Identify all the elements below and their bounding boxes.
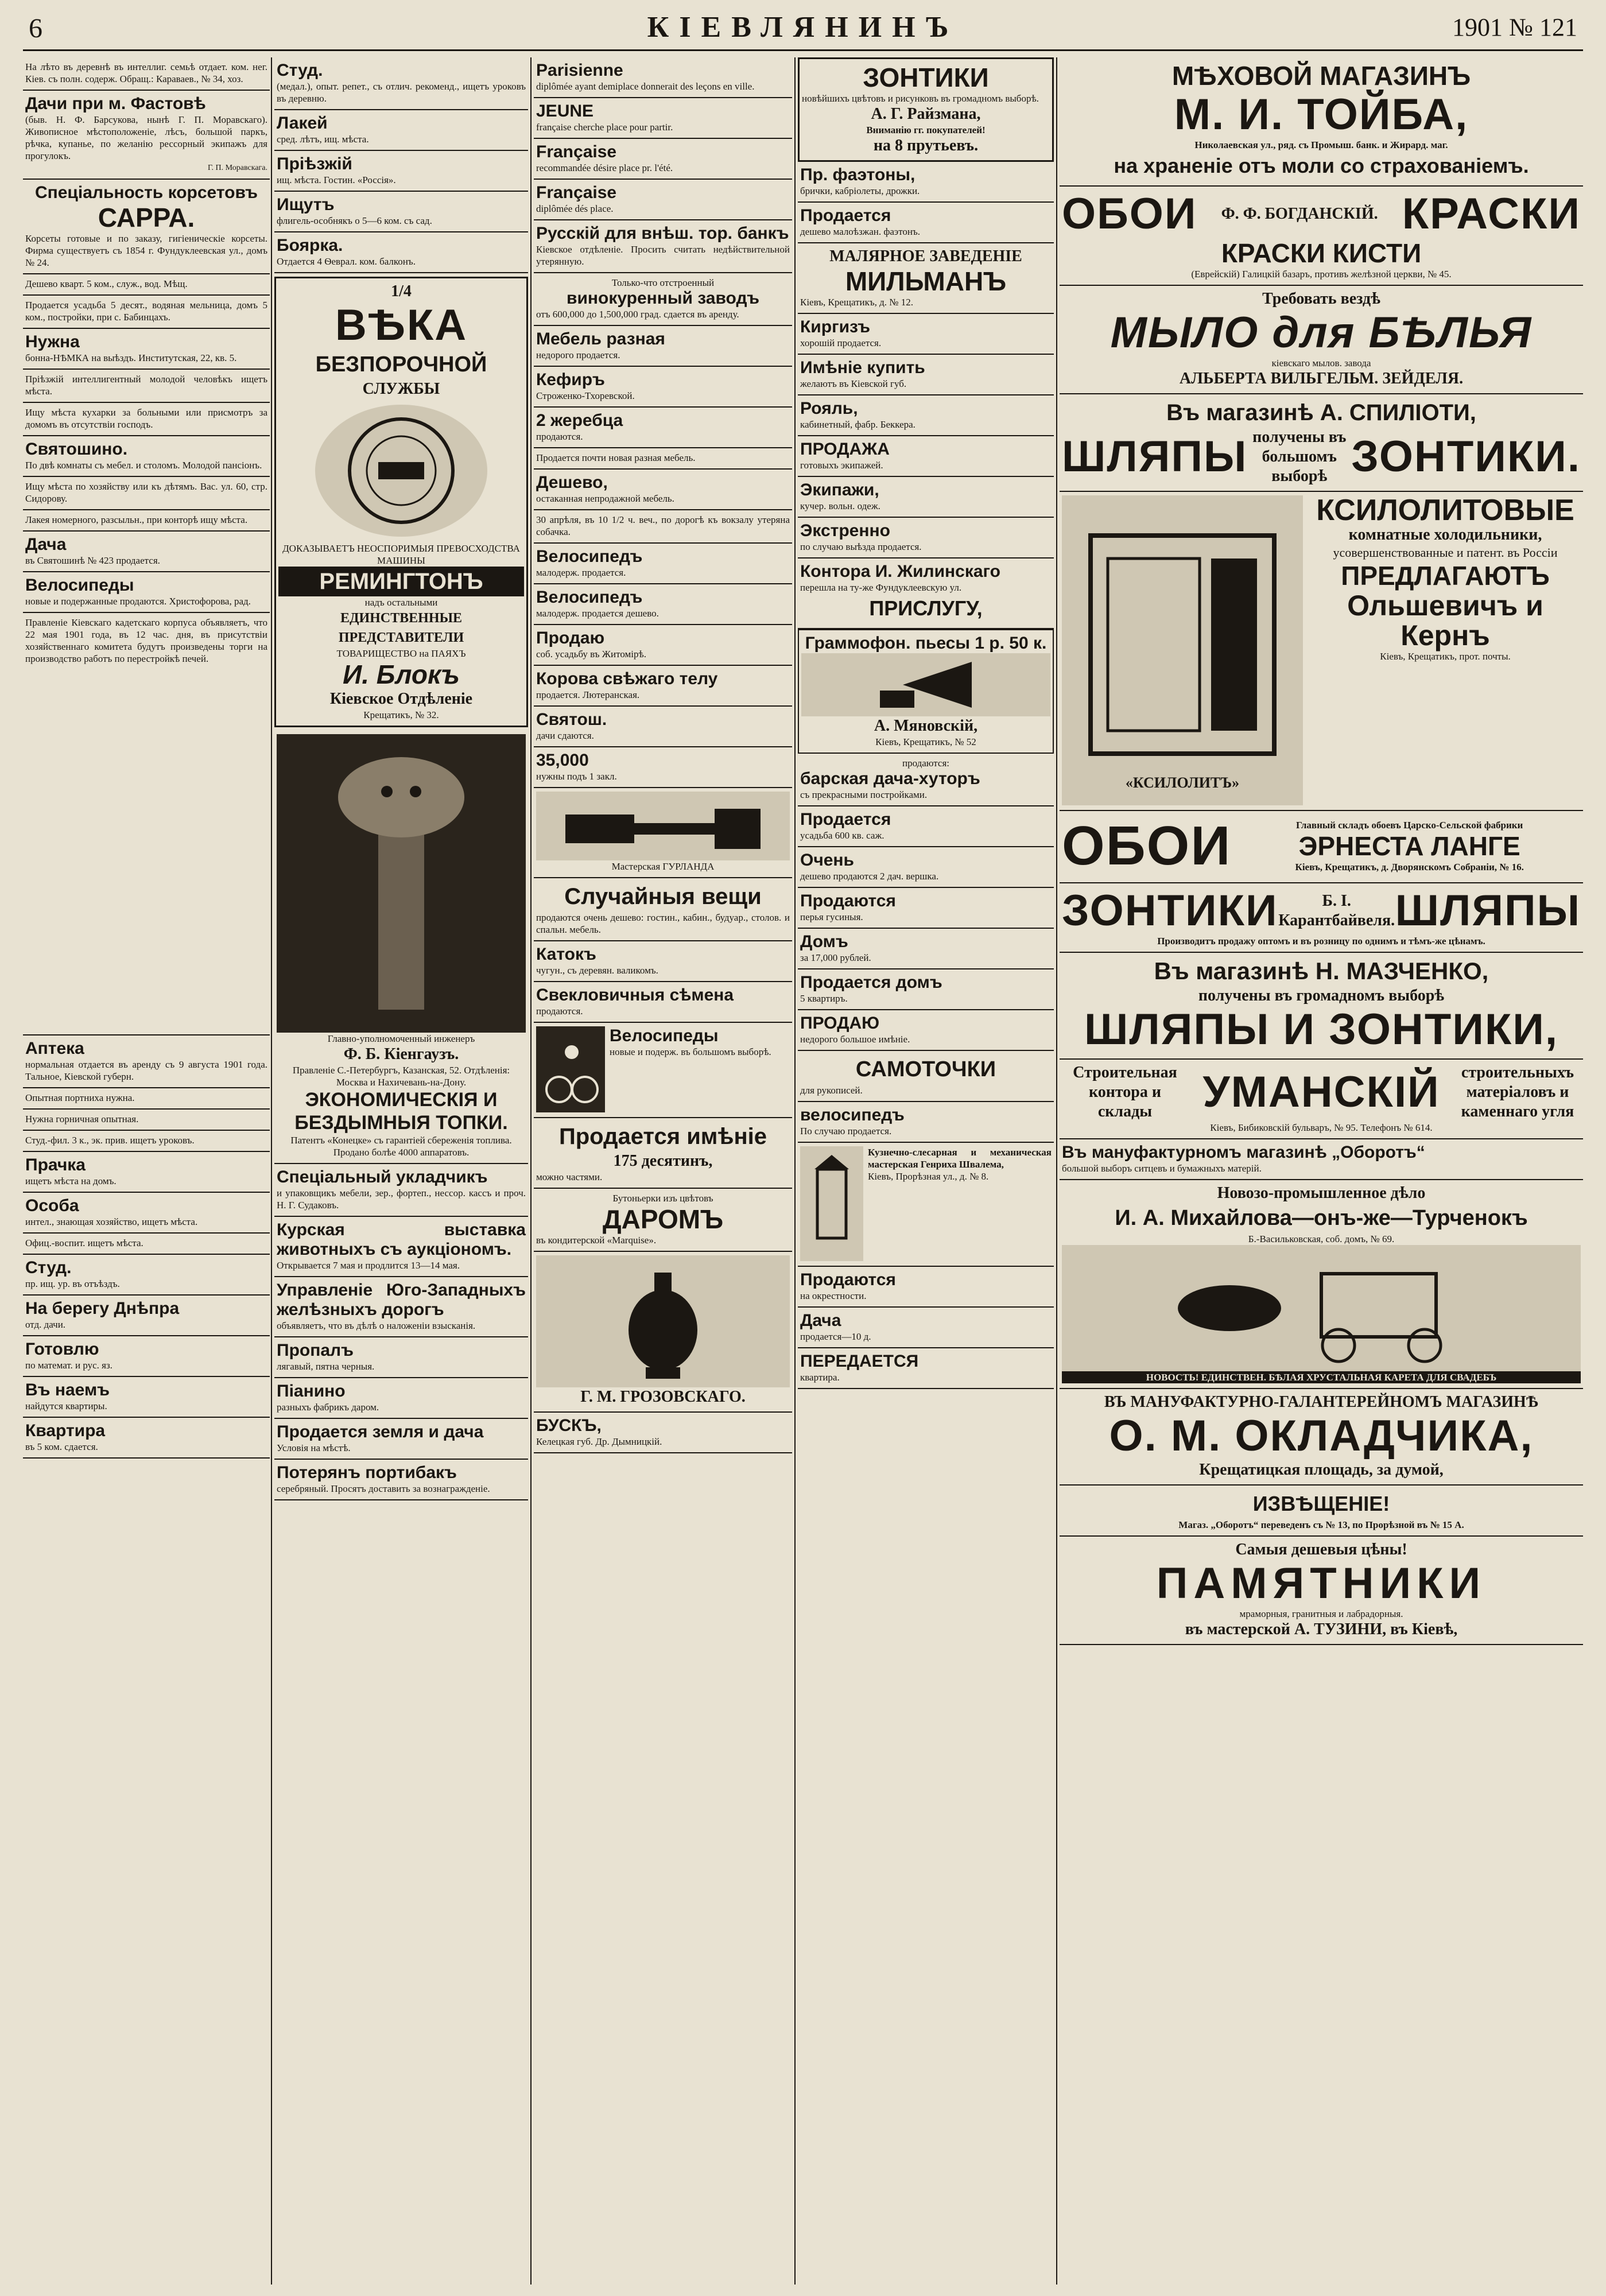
classified-ad: Въ мануфактурномъ магазинѣ „Оборотъ“ большой выборъ ситцевъ и бумажныхъ матерій.	[1060, 1139, 1583, 1180]
classified-ad: Потерянъ портибакъ серебряный. Просятъ доставить за вознагражденіе.	[274, 1460, 528, 1500]
classified-ad: На лѣто въ деревнѣ въ интеллиг. семьѣ отдает. ком. нег. Кіев. съ полн. содерж. Обращ.: Караваев., № 34, хоз.	[23, 57, 270, 91]
classified-ad: Піанино разныхъ фабрикъ даром.	[274, 1378, 528, 1419]
classified-ad: Продаются на окрестности.	[798, 1267, 1054, 1308]
classified-ad: Лакея номерного, разсыльн., при конторѣ ищу мѣста.	[23, 510, 270, 532]
column-3	[534, 57, 792, 2285]
classified-ad: Пропалъ лягавый, пятна черныя.	[274, 1337, 528, 1378]
classified-ad: Кефиръ Строженко-Тхоревской.	[534, 367, 792, 408]
column-1	[23, 57, 270, 2285]
classified-ad: Студ.-фил. 3 к., эк. прив. ищетъ уроковъ.	[23, 1131, 270, 1152]
classified-ad: Пр. фаэтоны, брички, кабріолеты, дрожки.	[798, 162, 1054, 203]
typewriter-seal-image	[315, 405, 487, 537]
classified-ad: Очень дешево продаются 2 дач. вершка.	[798, 847, 1054, 888]
classified-ad: Продается домъ 5 квартиръ.	[798, 969, 1054, 1010]
wallpaper-lange-ad: ОБОИ Главный складъ обоевъ Царско-Сельской фабрики ЭРНЕСТА ЛАНГЕ Кіевъ, Крещатикъ, д. Дворянскомъ Собраніи, № 16.	[1060, 811, 1583, 883]
classified-ad: 35,000 нужны подъ 1 закл.	[534, 747, 792, 788]
classified-ad: Дача продается—10 д.	[798, 1308, 1054, 1348]
classified-ad: Особа интел., знающая хозяйство, ищетъ мѣста.	[23, 1193, 270, 1234]
classified-ad: Продаю соб. усадьбу въ Житомірѣ.	[534, 625, 792, 666]
classified-ad: Опытная портниха нужна.	[23, 1088, 270, 1110]
classified-ad: Экстренно по случаю выѣзда продается.	[798, 518, 1054, 559]
classified-ad: Студ. пр. ищ. ур. въ отъѣздъ.	[23, 1255, 270, 1296]
classified-ad: Française diplômée dés place.	[534, 180, 792, 220]
fur-store-ad: МѢХОВОЙ МАГАЗИНЪ М. И. ТОЙБА, Николаевская ул., ряд. съ Промыш. банк. и Жирард. маг. на храненіе отъ моли со страхованіемъ.	[1060, 57, 1583, 187]
classified-ad: Велосипедъ малодерж. продается дешево.	[534, 584, 792, 625]
classified-ad: Дешево, остаканная непродажной мебель.	[534, 470, 792, 510]
horse-carriage-illustration	[1062, 1245, 1581, 1371]
mazchenko-ad: Въ магазинѣ Н. МАЗЧЕНКО, получены въ громадномъ выборѣ ШЛЯПЫ И ЗОНТИКИ,	[1060, 953, 1583, 1060]
classified-ad: Пріѣзжій ищ. мѣста. Гостин. «Россія».	[274, 151, 528, 192]
column-5	[1060, 57, 1583, 2285]
classified-ad: Дешево кварт. 5 ком., служ., вод. Мѣщ.	[23, 274, 270, 296]
classified-ad: Продаются перья гусиныя.	[798, 888, 1054, 929]
soap-ad: Требовать вездѣ МЫЛО для БѢЛЬЯ кіевскаго мылов. завода АЛЬБЕРТА ВИЛЬГЕЛЬМ. ЗЕЙДЕЛЯ.	[1060, 286, 1583, 394]
column-4	[798, 57, 1054, 2285]
hats-umbrellas-ad: Въ магазинѣ А. СПИЛІОТИ, ШЛЯПЫ получены въ большомъ выборѣ ЗОНТИКИ.	[1060, 394, 1583, 492]
classified-ad: Домъ за 17,000 рублей.	[798, 929, 1054, 969]
okladchik-ad: ВЪ МАНУФАКТУРНО-ГАЛАНТЕРЕЙНОМЪ МАГАЗИНѢ О. М. ОКЛАДЧИКА, Крещатицкая площадь, за думой,	[1060, 1389, 1583, 1486]
classified-ad: Только-что отстроенный винокуренный заводъ отъ 600,000 до 1,500,000 град. сдается въ аренду.	[534, 273, 792, 326]
classified-ad: Святошино. По двѣ комнаты съ мебел. и столомъ. Молодой пансіонъ.	[23, 436, 270, 477]
bicycle-ad: Велосипеды новые и подерж. въ большомъ выборѣ.	[534, 1023, 792, 1118]
classified-ad: 30 апрѣля, въ 10 1/2 ч. веч., по дорогѣ къ вокзалу утеряна собачка.	[534, 510, 792, 544]
classified-ad: Катокъ чугун., съ деревян. валикомъ.	[534, 941, 792, 982]
classified-ad: Экипажи, кучер. вольн. одеж.	[798, 477, 1054, 518]
classified-ad: Дача въ Святошинѣ № 423 продается.	[23, 532, 270, 572]
classified-ad: Пріѣзжій интеллигентный молодой человѣкъ ищетъ мѣста.	[23, 370, 270, 403]
issue-number: 1901 № 121	[1452, 13, 1577, 41]
classified-ad: Дачи при м. Фастовѣ (быв. Н. Ф. Барсукова, нынѣ Г. П. Моравскаго). Живописное мѣстоположеніе, лѣсъ, большой паркъ, рѣчка, купанье, по желанію рессорный экипажъ для прогулокъ. Г. П. Моравскага.	[23, 91, 270, 180]
classified-ad: ПРОДАЮ недорого большое имѣніе.	[798, 1010, 1054, 1051]
classified-ad: Продается почти новая разная мебель.	[534, 448, 792, 470]
column-rule	[794, 57, 796, 2285]
classified-ad: Спеціальность корсетовъ САРРА. Корсеты готовые и по заказу, гигіеническіе корсеты. Фирма существуетъ съ 1854 г. Фундуклеевская ул., домъ № 24.	[23, 180, 270, 274]
classified-ad: ПРОДАЖА готовыхъ экипажей.	[798, 436, 1054, 477]
column-rule	[1056, 57, 1057, 2285]
classified-ad: 2 жеребца продаются.	[534, 408, 792, 448]
classified-ad: Ищутъ флигель-особнякъ о 5—6 ком. съ сад.	[274, 192, 528, 232]
classified-ad: Продается земля и дача Условія на мѣстѣ.	[274, 1419, 528, 1460]
building-materials-ad: Строительная контора и склады УМАНСКІЙ строительныхъ матеріаловъ и каменнаго угля Кіевъ, Бибиковскій бульваръ, № 95. Телефонъ № 614.	[1060, 1060, 1583, 1139]
classified-ad: продаются: барская дача-хуторъ съ прекрасными постройками.	[798, 754, 1054, 806]
classified-ad: Рояль, кабинетный, фабр. Беккера.	[798, 395, 1054, 436]
page-number: 6	[29, 13, 42, 44]
classified-ad: Мебель разная недорого продается.	[534, 326, 792, 367]
carriage-ad: Новозо-промышленное дѣло И. А. Михайлова—онъ-же—Турченокъ Б.-Васильковская, соб. домъ, № 69. НОВОСТЬ! ЕДИНСТВЕН. БѢЛАЯ ХРУСТАЛЬНАЯ КАРЕТА ДЛЯ СВАДЕБЪ	[1060, 1180, 1583, 1389]
refrigerator-ad: «КСИЛОЛИТЪ» КСИЛОЛИТОВЫЕ комнатные холодильники, усовершенствованные и патент. въ Россіи ПРЕДЛАГАЮТЪ Ольшевичъ и Кернъ Кіевъ, Крещатикъ, прот. почты.	[1060, 492, 1583, 811]
classified-ad: Студ. (медал.), опыт. репет., съ отлич. рекоменд., ищетъ уроковъ въ деревню.	[274, 57, 528, 110]
samovar-illustration	[536, 1255, 790, 1387]
classified-ad: Велосипеды новые и подержанные продаются. Христофорова, рад.	[23, 572, 270, 613]
classified-ad: Готовлю по математ. и рус. яз.	[23, 1336, 270, 1377]
classified-ad: Продается усадьба 600 кв. саж.	[798, 806, 1054, 847]
classified-ad: Киргизъ хорошій продается.	[798, 314, 1054, 355]
classified-ad: Святош. дачи сдаются.	[534, 707, 792, 747]
refrigerator-illustration: «КСИЛОЛИТЪ»	[1062, 495, 1303, 805]
classified-ad: На берегу Днѣпра отд. дачи.	[23, 1296, 270, 1336]
lantern-illustration	[800, 1146, 863, 1261]
column-2	[274, 57, 528, 2285]
classified-ad: Ищу мѣста кухарки за больными или присмотръ за домомъ въ отсутствіи господъ.	[23, 403, 270, 436]
newspaper-title: КІЕВЛЯНИНЪ	[647, 11, 959, 44]
classified-ad: Офиц.-воспит. ищетъ мѣста.	[23, 1234, 270, 1255]
classified-ad: Parisienne diplômée ayant demiplace donnerait des leçons en ville.	[534, 57, 792, 98]
classified-ad: Случайныя вещи продаются очень дешево: гостин., кабин., будуар., столов. и спальн. мебель.	[534, 878, 792, 941]
classified-ad: Ищу мѣста по хозяйству или къ дѣтямъ. Вас. ул. 60, стр. Сидорову.	[23, 477, 270, 510]
bicycle-rider-illustration	[536, 1026, 605, 1112]
classified-ad: Française recommandée désire place pr. l'été.	[534, 139, 792, 180]
classified-ad: Продается дешево малоѣзжан. фаэтонъ.	[798, 203, 1054, 243]
classified-ad: Нужна бонна-НѢМКА на выѣздъ. Институтская, 22, кв. 5.	[23, 329, 270, 370]
classified-ad: Лакей сред. лѣтъ, ищ. мѣста.	[274, 110, 528, 151]
workshop-ad: Кузнечно-слесарная и механическая мастерская Генриха Швалема, Кіевъ, Прорѣзная ул., д. № 8.	[798, 1143, 1054, 1267]
rubber-stamp-image	[536, 792, 790, 860]
classified-ad: ПЕРЕДАЕТСЯ квартира.	[798, 1348, 1054, 1389]
wallpaper-paint-ad: ОБОИ Ф. Ф. БОГДАНСКІЙ. КРАСКИ КРАСКИ КИСТИ (Еврейскій) Галицкій базаръ, противъ желѣзной церкви, № 45.	[1060, 187, 1583, 286]
classified-ad: Прачка ищетъ мѣста на домъ.	[23, 1152, 270, 1193]
classified-ad: Имѣніе купить желаютъ въ Кіевской губ.	[798, 355, 1054, 395]
factory-chimney-illustration	[277, 734, 526, 1033]
masthead	[23, 5, 1583, 51]
classified-ad: Велосипедъ малодерж. продается.	[534, 544, 792, 584]
classified-ad: Въ наемъ найдутся квартиры.	[23, 1377, 270, 1418]
classified-ad: Русскій для внѣш. тор. банкъ Кіевское отдѣленіе. Просить считать недѣйствительной утерянную.	[534, 220, 792, 273]
classified-ad: БУСКЪ, Келецкая губ. Др. Дымницкій.	[534, 1413, 792, 1453]
samovar-ad: Г. М. ГРОЗОВСКАГО.	[534, 1252, 792, 1413]
stamp-ad: Мастерская ГУРЛАНДА	[534, 788, 792, 878]
gramophone-illustration	[801, 653, 1050, 716]
classified-ad: Продается имѣніе 175 десятинъ, можно частями.	[534, 1118, 792, 1189]
remington-ad: 1/4 ВѢКА БЕЗПОРОЧНОЙ СЛУЖБЫ ДОКАЗЫВАЕТЪ НЕОСПОРИМЫЯ ПРЕВОСХОДСТВА МАШИНЫ РЕМИНГТОНЪ надъ остальными ЕДИНСТВЕННЫЕ ПРЕДСТАВИТЕЛИ ТОВАРИЩЕСТВО на ПАЯХЪ И. Блокъ Кіевское Отдѣленіе Крещатикъ, № 32.	[274, 277, 528, 727]
umbrella-ad: ЗОНТИКИ новѣйшихъ цвѣтовъ и рисунковъ въ громадномъ выборѣ. А. Г. Райзмана, Вниманію гг. покупателей! на 8 прутьевъ.	[798, 57, 1054, 162]
factory-pipes-ad: Главно-уполномоченный инженеръ Ф. Б. Кіенгаузъ. Правленіе С.-Петербургъ, Казанская, 52. Отдѣленія: Москва и Нахичевань-на-Дону. ЭКОНОМИЧЕСКІЯ И БЕЗДЫМНЫЯ ТОПКИ. Патентъ «Конецке» съ гарантіей сбереженія топлива. Продано болѣе 4000 аппаратовъ.	[274, 731, 528, 1164]
classified-ad: МАЛЯРНОЕ ЗАВЕДЕНІЕ МИЛЬМАНЪ Кіевъ, Крещатикъ, д. № 12.	[798, 243, 1054, 314]
classified-ad: Корова свѣжаго телу продается. Лютеранская.	[534, 666, 792, 707]
classified-ad: Продается усадьба 5 десят., водяная мельница, домъ 5 ком., постройки, при с. Бабинцахъ.	[23, 296, 270, 329]
classified-ad: САМОТОЧКИ для рукописей.	[798, 1051, 1054, 1102]
gramophone-ad: Граммофон. пьесы 1 р. 50 к. А. Мяновскій, Кіевъ, Крещатикъ, № 52	[798, 629, 1054, 754]
notice-ad: ИЗВѢЩЕНІЕ! Магаз. „Оборотъ“ переведенъ съ № 13, по Прорѣзной въ № 15 А.	[1060, 1486, 1583, 1537]
classified-ad: Бутоньерки изъ цвѣтовъ ДАРОМЪ въ кондитерской «Marquise».	[534, 1189, 792, 1252]
classified-ad: Спеціальный укладчикъ и упаковщикъ мебели, зер., фортеп., нессор. кассъ и проч. Н. Г. Судаковъ.	[274, 1164, 528, 1217]
classified-ad: велосипедъ По случаю продается.	[798, 1102, 1054, 1143]
column-rule	[530, 57, 532, 2285]
classified-ad: Контора И. Жилинскаго перешла на ту-же Фундуклеевскую ул. ПРИСЛУГУ,	[798, 559, 1054, 629]
classified-ad: Боярка. Отдается 4 Ѳеврал. ком. балконъ.	[274, 232, 528, 273]
monuments-ad: Самыя дешевыя цѣны! ПАМЯТНИКИ мраморныя, гранитныя и лабрадорныя. въ мастерской А. ТУЗИНИ, въ Кіевѣ,	[1060, 1537, 1583, 1645]
umbrellas-hats-ad: ЗОНТИКИ Б. І. Карантбайвеля. ШЛЯПЫ Производитъ продажу оптомъ и въ розницу по однимъ и тѣмъ-же цѣнамъ.	[1060, 883, 1583, 953]
classified-ad: Нужна горничная опытная.	[23, 1110, 270, 1131]
classified-ad: JEUNE française cherche place pour partir.	[534, 98, 792, 139]
classified-ad: Правленіе Кіевскаго кадетскаго корпуса объявляетъ, что 22 мая 1901 года, въ 12 час. дня, въ присутствіи хозяйственнаго комитета будутъ произведены торги на производство работъ по перестройкѣ печей.	[23, 613, 270, 1035]
classified-ad: Свекловичныя сѣмена продаются.	[534, 982, 792, 1023]
column-rule	[271, 57, 272, 2285]
classified-ad: Квартира въ 5 ком. сдается.	[23, 1418, 270, 1459]
classified-ad: Аптека нормальная отдается въ аренду съ 9 августа 1901 года. Тальное, Кіевской губерн.	[23, 1035, 270, 1088]
classified-ad: Управленіе Юго-Западныхъ желѣзныхъ дорогъ объявляетъ, что въ дѣлѣ о наложеніи взысканія.	[274, 1277, 528, 1337]
classified-ad: Курская выставка животныхъ съ аукціономъ. Открывается 7 мая и продлится 13—14 мая.	[274, 1217, 528, 1277]
